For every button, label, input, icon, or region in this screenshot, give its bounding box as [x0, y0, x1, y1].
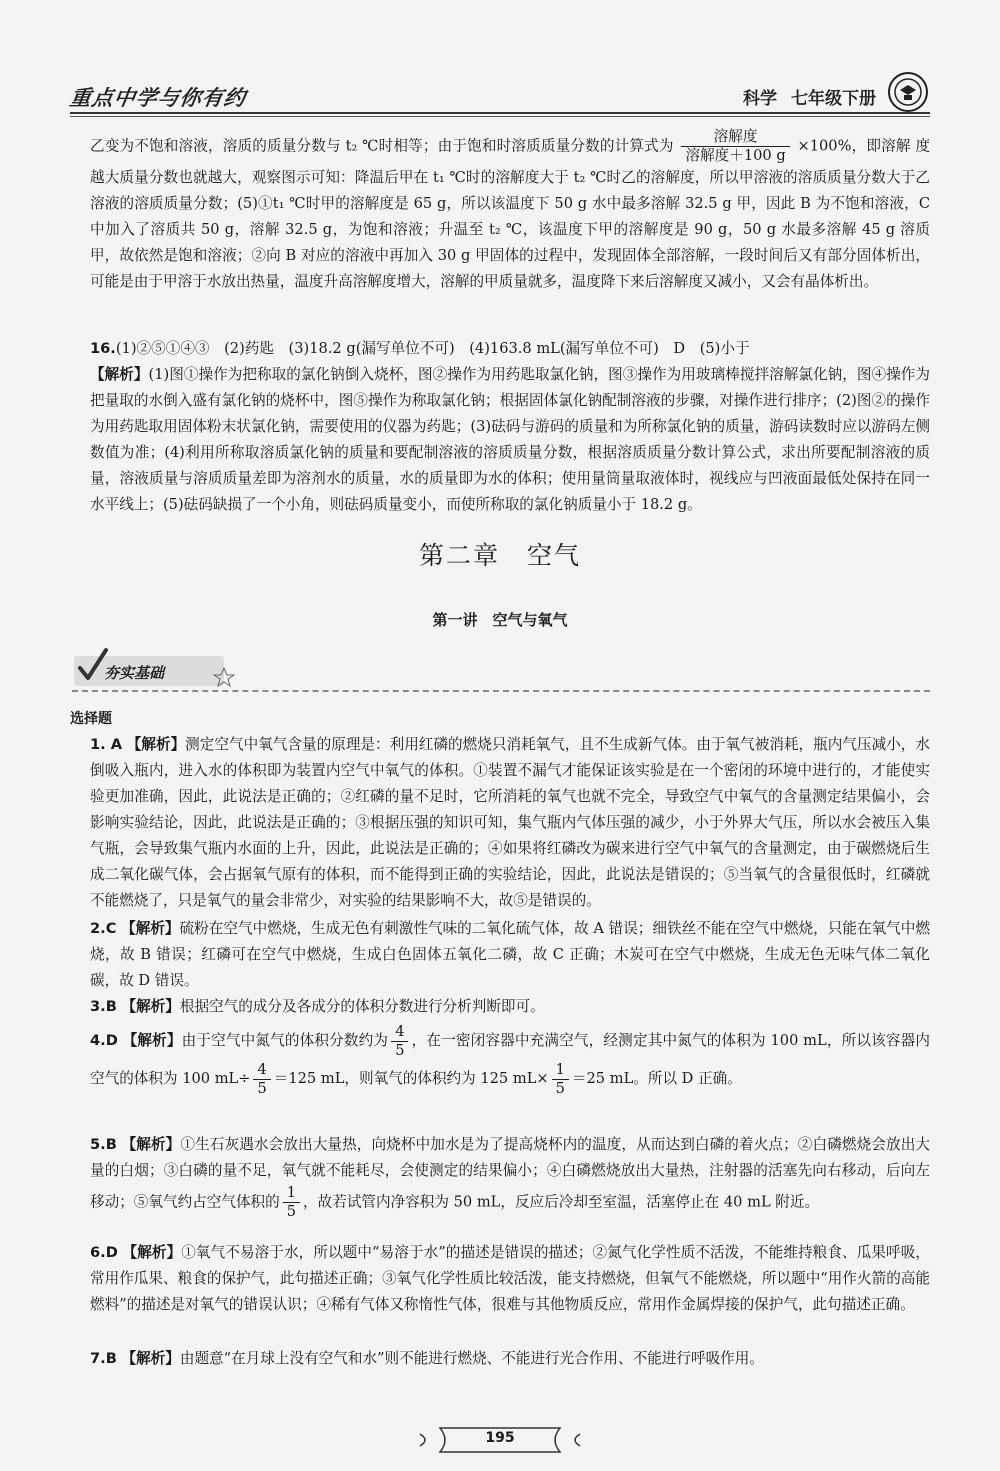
question-3: [90, 994, 930, 1020]
q7-analysis: 由题意“在月球上没有空气和水”则不能进行燃烧、不能进行光合作用、不能进行呼吸作用。: [179, 1350, 764, 1367]
q2-number: 2.C: [90, 920, 117, 937]
header-rule: [70, 112, 930, 114]
q7-analysis-label: 【解析】: [121, 1350, 180, 1367]
fraction-denominator: 5: [257, 1079, 267, 1097]
q4-number: 4.D: [90, 1032, 118, 1049]
top-continuation: [90, 128, 930, 295]
q4-text-c: 该容器内空气的体积为 100 mL÷: [90, 1032, 930, 1087]
fraction-denominator: 5: [395, 1041, 405, 1059]
q4-text-a: 由于空气中氮气的体积分数约为: [181, 1032, 389, 1049]
multiple-choice-heading: 选择题: [70, 711, 112, 727]
q5-fraction: [283, 1184, 300, 1221]
question-4: [90, 1022, 930, 1098]
q2-analysis: 硫粉在空气中燃烧，生成无色有刺激性气味的二氧化硫气体，故 A 错误；细铁丝不能在空气中燃烧，只能在氧气中燃烧，故 B 错误；红磷可在空气中燃烧，生成白色固体五氧化二磷，故 C 正确；木炭可在空气中燃烧，生成无色无味气体二氧化碳，故 D 错误。: [90, 920, 930, 989]
q3-analysis-label: 【解析】: [121, 998, 180, 1015]
q5-analysis-label: 【解析】: [121, 1136, 181, 1153]
chapter-title: 第二章 空气: [418, 541, 581, 570]
top-line1-post: ×100%，即溶解: [797, 137, 911, 155]
question-1: [90, 732, 930, 914]
q4-fraction-1: [391, 1023, 408, 1060]
question-16: [90, 336, 930, 518]
question-6: [90, 1240, 930, 1318]
q6-analysis-label: 【解析】: [122, 1244, 182, 1261]
q16-analysis: (1)图①操作为把称取的氯化钠倒入烧杯，图②操作为用药匙取氯化钠，图③操作为用玻璃棒搅拌溶解氯化钠，图④操作为把量取的水倒入盛有氯化钠的烧杯中，图⑤操作为称取氯化钠；根据固体氯化钠配制溶液的步骤，对操作进行排序；(2)图②的操作为用药匙取用固体粉末状氯化钠，需要使用的仪器为药匙；(3)砝码与游码的质量和为所称氯化钠的质量，游码读数时应以游码左侧数值为准；(4)利用所称取溶质氯化钠的质量和要配制溶液的溶质质量分数，根据溶质质量分数计算公式，求出所要配制溶液的质量，溶液质量与溶质质量差即为溶剂水的质量，水的质量即为水的体积；使用量筒量取液体时，视线应与凹液面最低处保持在同一水平线上；(5)砝码缺损了一个小角，则砝码质量变小，而使所称取的氯化钠质量小于 18.2 g。: [90, 366, 930, 513]
q16-number: 16.: [90, 340, 116, 357]
grade-label: 七年级下册: [791, 89, 876, 109]
question-2: [90, 916, 930, 994]
q1-number: 1. A: [90, 736, 123, 753]
q7-number: 7.B: [90, 1350, 117, 1367]
fraction-denominator: 溶解度＋100 g: [685, 147, 786, 164]
q4-text-b: ，在一密闭容器中充满空气，经测定其中氮气的体积为 100 mL，所以: [411, 1032, 872, 1049]
q2-analysis-label: 【解析】: [121, 920, 180, 937]
subject-grade: [743, 84, 876, 109]
q4-fraction-3: [552, 1061, 569, 1098]
q6-number: 6.D: [90, 1244, 118, 1261]
page-header: [70, 72, 930, 112]
q4-text-d: ＝125 mL，则氧气的体积约为 125 mL×: [273, 1070, 549, 1087]
section-title: 第一讲 空气与氧气: [432, 611, 568, 629]
fraction-denominator: 5: [555, 1079, 565, 1097]
q4-analysis-label: 【解析】: [122, 1032, 182, 1049]
page-number: 195: [485, 1430, 515, 1446]
banner-label: 夯实基础: [104, 664, 165, 682]
subject-label: 科学: [743, 89, 777, 109]
fraction-numerator: 1: [283, 1184, 300, 1203]
header-rule-thin: [70, 116, 930, 117]
q5-number: 5.B: [90, 1136, 117, 1153]
banner-rule: [72, 690, 930, 692]
page-footer: [400, 1420, 600, 1460]
q16-analysis-label: 【解析】: [90, 366, 149, 383]
q6-analysis: ①氧气不易溶于水，所以题中“易溶于水”的描述是错误的描述；②氮气化学性质不活泼，不能维持粮食、瓜果呼吸，常用作瓜果、粮食的保护气，此句描述正确；③氧气化学性质比较活泼，能支持燃烧，但氧气不能燃烧，所以题中“用作火箭的高能燃料”的描述是对氧气的错误认识；④稀有气体又称惰性气体，很难与其他物质反应，常用作金属焊接的保护气，此句描述正确。: [90, 1244, 930, 1313]
q4-text-e: ＝25 mL。所以 D 正确。: [571, 1070, 742, 1087]
question-5: [90, 1132, 930, 1221]
fraction-numerator: 溶解度: [681, 128, 789, 147]
q3-number: 3.B: [90, 998, 117, 1015]
question-7: [90, 1346, 930, 1372]
fraction-denominator: 5: [286, 1203, 297, 1220]
solubility-fraction: [681, 128, 789, 165]
series-title: 重点中学与你有约: [68, 86, 248, 110]
q5-text-a: ①生石灰遇水会放出大量热，向烧杯中加水是为了提高烧杯内的温度，从而达到白磷的着火点；②白磷燃烧会放出大量的白烟；③白磷的量不足，氧气就不能耗尽，会使测定的结果偏小；④白磷燃烧放出大量热，注射器的活塞先向右移动，后向左移动；⑤氧气约占空气体积的: [90, 1136, 930, 1211]
q4-fraction-2: [253, 1061, 270, 1098]
school-seal-icon: [886, 70, 930, 114]
fraction-numerator: 1: [552, 1061, 569, 1080]
q5-text-b: ，故若试管内净容积为 50 mL，反应后冷却至室温，活塞停止在 40 mL 附近。: [303, 1193, 820, 1211]
fraction-numerator: 4: [391, 1023, 408, 1042]
top-rest: 度越大质量分数也就越大，观察图示可知：降温后甲在 t₁ ℃时的溶解度大于 t₂ ℃时乙的溶解度，所以甲溶液的溶质质量分数大于乙溶液的溶质质量分数；(5)①t₁ ℃时甲的溶解度是 65 g，所以该温度下 50 g 水中最多溶解 32.5 g 甲，因此 B 为不饱和溶液，C 中加入了溶质共 50 g，溶解 32.5 g，为饱和溶液；升温至 t₂ ℃，该温度下甲的溶解度是 90 g，50 g 水最多溶解 45 g 溶质甲，故依然是饱和溶液；②向 B 对应的溶液中再加入 30 g 甲固体的过程中，发现固体全部溶解，一段时间后又有部分固体析出，可能是由于甲溶于水放出热量，温度升高溶解度增大，溶解的甲质量就多，温度降下来后溶解度又减小，又会有晶体析出。: [90, 137, 931, 290]
q1-analysis-label: 【解析】: [126, 736, 186, 753]
q16-answers: (1)②⑤①④③ (2)药匙 (3)18.2 g(漏写单位不可) (4)163.8 mL(漏写单位不可) D (5)小于: [115, 340, 750, 357]
q3-analysis: 根据空气的成分及各成分的体积分数进行分析判断即可。: [179, 998, 545, 1015]
top-line1-pre: 乙变为不饱和溶液，溶质的质量分数与 t₂ ℃时相等；由于饱和时溶质质量分数的计算式为: [90, 137, 674, 155]
fraction-numerator: 4: [253, 1061, 270, 1080]
q1-analysis: 测定空气中氧气含量的原理是：利用红磷的燃烧只消耗氧气，且不生成新气体。由于氧气被消耗，瓶内气压减小，水倒吸入瓶内，进入水的体积即为装置内空气中氧气的体积。①装置不漏气才能保证该实验是在一个密闭的环境中进行的，才能使实验更加准确，因此，此说法是正确的；②红磷的量不足时，它所消耗的氧气也就不完全，导致空气中氧气的含量测定结果偏小，会影响实验结论，因此，此说法是正确的；③根据压强的知识可知，集气瓶内气体压强的减少，小于外界大气压，所以水会被压入集气瓶，会导致集气瓶内水面的上升，因此，此说法是正确的；④如果将红磷改为碳来进行空气中氧气的含量测定，由于碳燃烧后生成二氧化碳气体，会占据氧气原有的体积，而不能得到正确的实验结论，因此，此说法是错误的；⑤当氧气的含量很低时，红磷就不能燃烧了，只是氧气的量会非常少，对实验的结果影响不大，故⑤是错误的。: [90, 736, 930, 909]
